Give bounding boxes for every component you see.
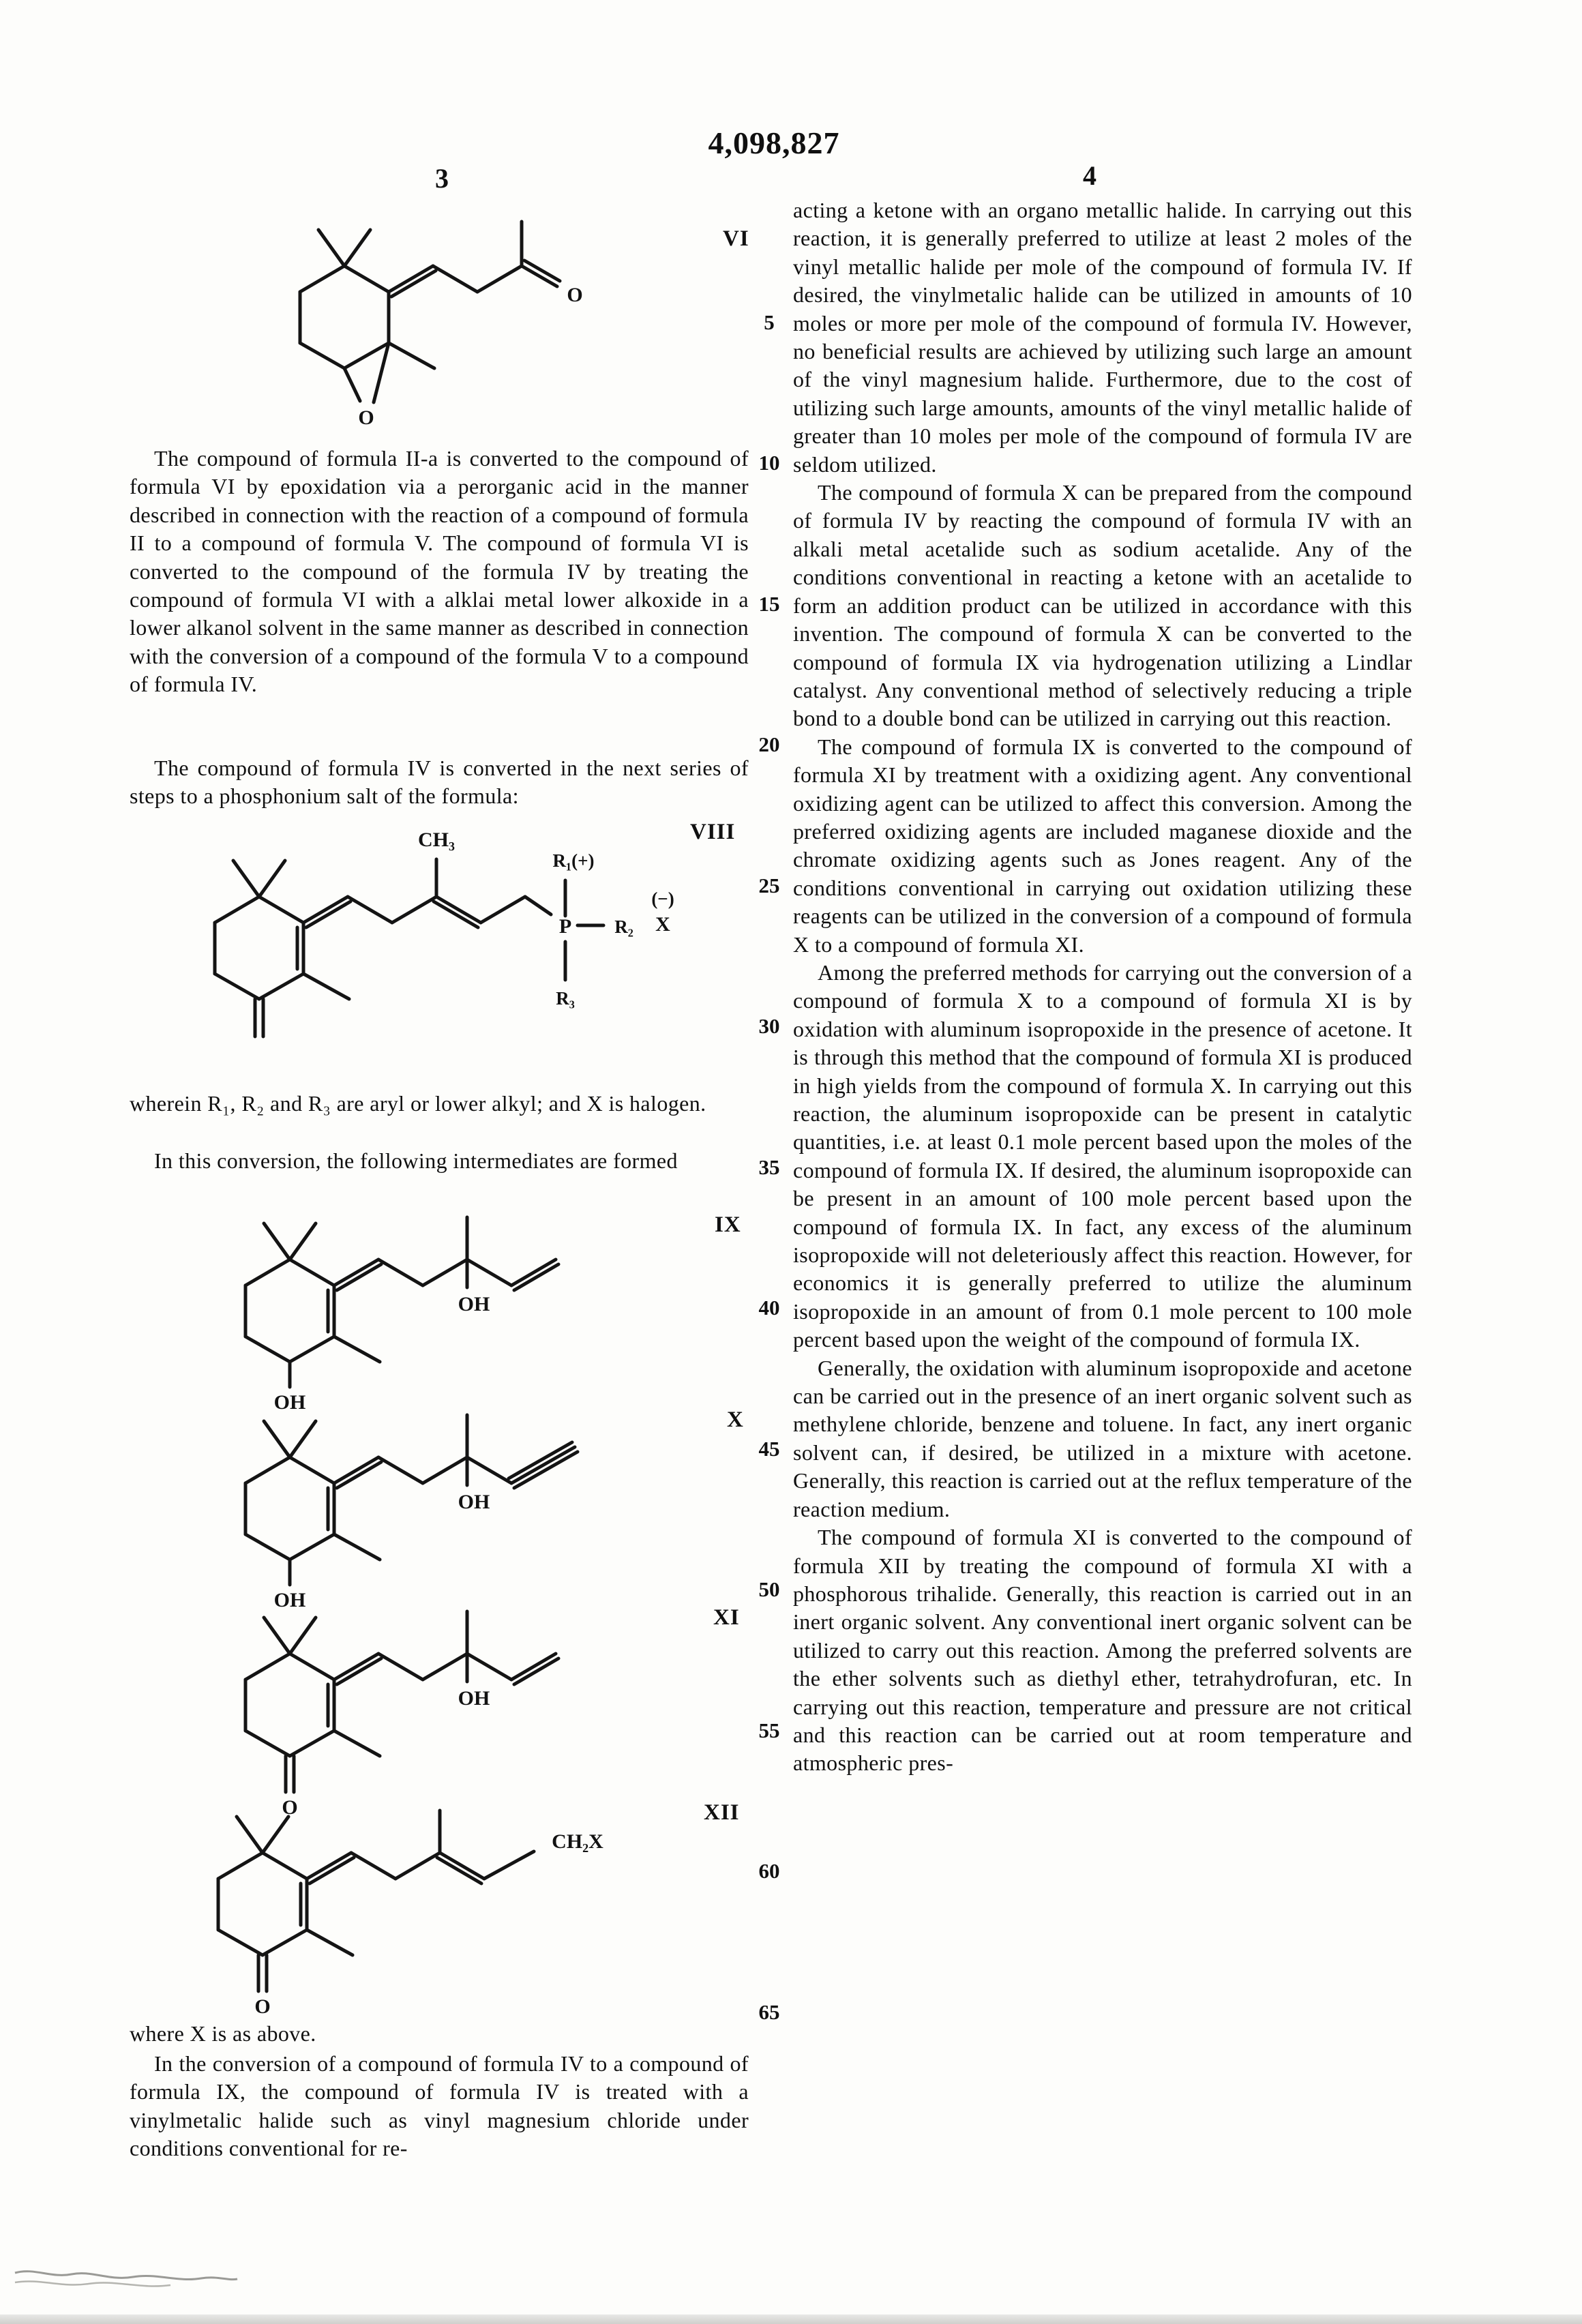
paragraph-left-intermediates: In this conversion, the following intermediates are formed	[154, 1148, 678, 1173]
gutter-line-number: 60	[758, 1859, 780, 1883]
ketone-oxygen-label: O	[567, 284, 583, 306]
gutter-line-number: 25	[758, 874, 780, 897]
ketone-oxygen-label: O	[254, 1995, 271, 2018]
r1-label: R₁(+)	[552, 850, 595, 871]
anion-x-label: X	[655, 913, 670, 936]
paragraph-left-wherein: wherein R₁, R₂ and R₃ are aryl or lower alkyl; and X is halogen.	[130, 1091, 706, 1116]
paragraph-right-6: The compound of formula XI is converted to the compound of formula XII by treating the compound of formula XI with a phosphorous trihalide. Generally, this reaction is carried out in an inert organic solvent. Any conventional inert organic solvent can be utilized to carry out this reaction. Among the preferred solvents are the ether solvents such as diethyl ether, tetrahydrofuran, etc. In carrying out this reaction, temperature and pressure are not critical and this reaction can be carried out at room temperature and atmospheric pres-	[793, 1525, 1412, 1776]
r2-label: R₂	[614, 917, 633, 937]
side-chain	[334, 1415, 578, 1488]
epoxide-oxygen-label: O	[358, 406, 374, 429]
gutter-line-number: 50	[758, 1577, 780, 1601]
paragraph-right-4: Among the preferred methods for carrying out the conversion of a compound of formula X to a compound of formula XI is by oxidation with aluminum isopropoxide in the presence of acetone. It is through this method that the compound of formula XI is produced in high yields from the compound of formula X. In carrying out this reaction, the aluminum isopropoxide can be present in catalytic quantities, i.e. at least 0.1 mole percent based upon the moles of the compound of formula IX. If desired, the aluminum isopropoxide can be present in an amount of 100 mole percent based upon the compound of formula IX. In fact, any excess of the aluminum isopropoxide will not deleteriously affect this reaction. However, for economics it is generally preferred to utilize the aluminum isopropoxide in an amount of from 0.1 mole percent to 100 mole percent based upon the weight of the compound of formula IX.	[793, 959, 1412, 1352]
ring	[215, 861, 349, 1037]
paragraph-left-where-x: where X is as above.	[130, 2021, 316, 2046]
paragraph-right-5: Generally, the oxidation with aluminum isopropoxide and acetone can be carried out in the presence of an inert organic solvent such as methylene chloride, benzene and toluene. In fact, any inert organic solvent can, if desired, be utilized in a mixture with acetone. Generally, this reaction is carried out at the reflux temperature of the reaction medium.	[793, 1355, 1412, 1521]
chain-hydroxyl-label: OH	[458, 1293, 490, 1315]
patent-number: 4,098,827	[708, 125, 840, 160]
page-bottom-edge	[0, 2314, 1582, 2324]
ring	[245, 1421, 380, 1585]
ring	[245, 1223, 380, 1387]
gutter-line-number: 5	[764, 310, 775, 334]
side-chain	[334, 1217, 558, 1290]
right-column	[793, 196, 1412, 1778]
column-number-right: 4	[1083, 160, 1096, 191]
formula-label-vi: VI	[723, 226, 749, 251]
gutter-line-number: 15	[758, 592, 780, 616]
gutter-line-number: 65	[758, 2000, 780, 2024]
paragraph-left-phosphonium: The compound of formula IV is converted in the next series of steps to a phosphonium salt of the formula:	[130, 756, 749, 809]
chain-hydroxyl-label: OH	[458, 1687, 490, 1710]
chain-hydroxyl-label: OH	[458, 1491, 490, 1513]
column-number-left: 3	[435, 163, 449, 194]
ketone-oxygen-label: O	[282, 1796, 298, 1819]
gutter-line-number: 30	[758, 1014, 780, 1038]
gutter-line-number: 20	[758, 732, 780, 756]
chemical-structure-x	[201, 1406, 624, 1611]
paragraph-right-1: acting a ketone with an organo metallic halide. In carrying out this reaction, it is generally preferred to utilize at least 2 moles of the vinyl metallic halide per mole of the compound of formula IV. If desired, the vinylmetalic halide can be utilized in amounts of 10 moles or more per mole of the compound of formula IV. However, no beneficial results are achieved by utilizing such large an amount of the vinyl magnesium halide. Furthermore, due to the cost of utilizing such large amounts, amounts of the vinyl metallic halide of greater than 10 moles per mole of the compound of formula IV are seldom utilized.	[793, 198, 1412, 477]
gutter-line-number: 45	[758, 1437, 780, 1461]
epoxide	[344, 343, 389, 402]
formula-label-viii: VIII	[690, 820, 736, 844]
paragraph-right-2: The compound of formula X can be prepared from the compound of formula IV by reacting the compound of formula IV with an alkali metal acetalide such as sodium acetalide. Any of the conditions conventional in reacting a ketone with an acetalide to form an addition product can be utilized in accordance with this invention. The compound of formula X can be converted to the compound of formula IX via hydrogenation utilizing a Lindlar catalyst. Any conventional method of selectively reducing a triple bond to a double bond can be utilized in carrying out this reaction.	[793, 480, 1412, 731]
formula-label-xi: XI	[713, 1605, 740, 1630]
chemical-structure-xi	[201, 1603, 624, 1819]
side-chain	[307, 1811, 534, 1883]
paragraph-right-3: The compound of formula IX is converted to the compound of formula XI by treatment with a oxidizing agent. Any conventional oxidizing agent can be utilized to affect this conversion. Among the preferred oxidizing agents are included maganese dioxide and the chromate oxidizing agents such as Jones reagent. Any of the conditions conventional in carrying out oxidation utilizing these reagents can be utilized in the conversion of a compound of formula X to a compound of formula XI.	[793, 734, 1412, 957]
ring-hydroxyl-label: OH	[273, 1391, 306, 1414]
scan-artifact	[14, 2261, 239, 2295]
formula-label-x: X	[727, 1407, 744, 1432]
side-chain	[303, 859, 551, 927]
ring	[300, 230, 434, 368]
gutter-line-number: 40	[758, 1296, 780, 1320]
gutter-line-number: 35	[758, 1155, 780, 1179]
anion-charge-label: (−)	[651, 889, 674, 909]
chemical-structure-xii	[174, 1802, 638, 2020]
ch2x-label: CH₂X	[552, 1830, 603, 1853]
side-chain	[389, 222, 560, 297]
ring	[245, 1618, 380, 1792]
side-chain	[334, 1611, 558, 1684]
formula-label-ix: IX	[715, 1212, 741, 1237]
chemical-structure-vi	[249, 205, 603, 440]
chemical-structure-ix	[201, 1208, 624, 1413]
paragraph-left-in-conversion: In the conversion of a compound of formula IV to a compound of formula IX, the compound of formula IV is treated with a vinylmetalic halide such as vinyl magnesium chloride under conditions conventional for re-	[130, 2051, 749, 2161]
formula-label-xii: XII	[704, 1800, 740, 1825]
chemical-structure-viii	[167, 822, 699, 1081]
r3-label: R₃	[556, 988, 575, 1009]
gutter-line-number: 55	[758, 1718, 780, 1742]
phosphorus-label: P	[558, 915, 572, 938]
methyl-label: CH₃	[418, 829, 455, 851]
ring-hydroxyl-label: OH	[273, 1589, 306, 1611]
paragraph-left-conversion-iia: The compound of formula II-a is converted to the compound of formula VI by epoxidation via a perorganic acid in the manner described in connection with the reaction of a compound of formula II to a compound of formula V. The compound of formula VI is converted to the compound of the formula IV by treating the compound of formula VI with a alklai metal lower alkoxide in a lower alkanol solvent in the same manner as described in connection with the conversion of a compound of the formula V to a compound of formula IV.	[130, 446, 749, 697]
gutter-line-number: 10	[758, 451, 780, 475]
ring	[218, 1817, 353, 1991]
